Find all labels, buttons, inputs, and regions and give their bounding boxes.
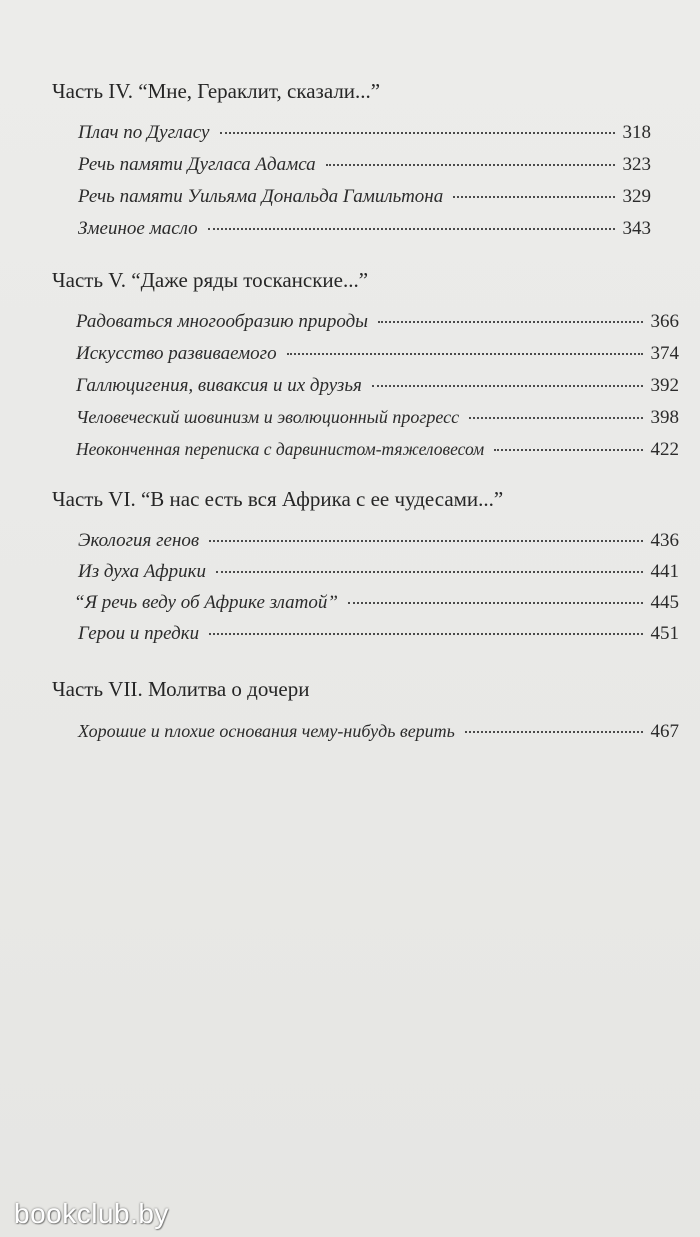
entry-title: Экология генов [78,530,200,551]
dot-leader [494,449,642,451]
entry-page-number: 467 [650,721,679,742]
dot-leader [287,353,643,355]
toc-entry [76,404,679,430]
entry-page-number: 451 [650,623,679,644]
entry-title: Галлюцигения, виваксия и их друзья [76,375,362,396]
entry-title: Речь памяти Уильяма Дональда Гамильтона [78,186,444,207]
dot-leader [348,602,643,604]
entry-page-number: 343 [622,218,651,239]
entry-page-number: 445 [650,592,679,613]
entry-title: Радоваться многообразию природы [76,311,369,332]
toc-entry [78,184,651,210]
entry-page-number: 366 [650,311,679,332]
toc-entry [78,621,679,647]
entry-page-number: 392 [650,375,679,396]
toc-entry [78,120,651,146]
dot-leader [453,196,614,198]
toc-entry [76,309,679,335]
part-title: Часть V. “Даже ряды тосканские...” [52,268,369,292]
dot-leader [378,321,642,323]
toc-entry [76,436,679,462]
entry-title: Из духа Африки [78,561,207,582]
toc-entry [76,373,679,399]
dot-leader [220,132,615,134]
dot-leader [469,417,642,419]
dot-leader [208,228,615,230]
toc-entry [78,559,679,585]
part-title: Часть IV. “Мне, Гераклит, сказали...” [52,79,381,103]
dot-leader [209,633,642,635]
entry-title: Человеческий шовинизм и эволюционный прогресс [76,407,460,427]
part-title: Часть VII. Молитва о дочери [52,677,310,701]
entry-title: Искусство развиваемого [76,343,277,364]
entry-page-number: 329 [622,186,651,207]
toc-entry [74,590,679,616]
entry-page-number: 398 [650,407,679,428]
toc-entry [76,341,679,367]
entry-title: Плач по Дугласу [78,122,210,143]
site-watermark: bookclub.by [14,1198,169,1229]
entry-page-number: 441 [650,561,679,582]
entry-title: Змеиное масло [78,218,198,239]
toc-entry [78,216,651,242]
dot-leader [372,385,643,387]
entry-page-number: 323 [622,154,651,175]
toc-entry [78,152,651,178]
entry-page-number: 436 [650,530,679,551]
dot-leader [216,571,642,573]
entry-title: Хорошие и плохие основания чему-нибудь верить [78,721,455,741]
dot-leader [209,540,642,542]
dot-leader [326,164,615,166]
entry-title: “Я речь веду об Африке златой” [74,592,338,613]
entry-title: Неоконченная переписка с дарвинистом-тяжеловесом [76,439,485,459]
entry-title: Речь памяти Дугласа Адамса [78,154,316,175]
entry-page-number: 374 [650,343,679,364]
dot-leader [465,731,643,733]
entry-page-number: 422 [650,439,679,460]
entry-title: Герои и предки [78,623,200,644]
entry-page-number: 318 [622,122,651,143]
toc-entry [78,528,679,554]
toc-entry [78,718,679,744]
part-title: Часть VI. “В нас есть вся Африка с ее чудесами...” [52,487,504,511]
